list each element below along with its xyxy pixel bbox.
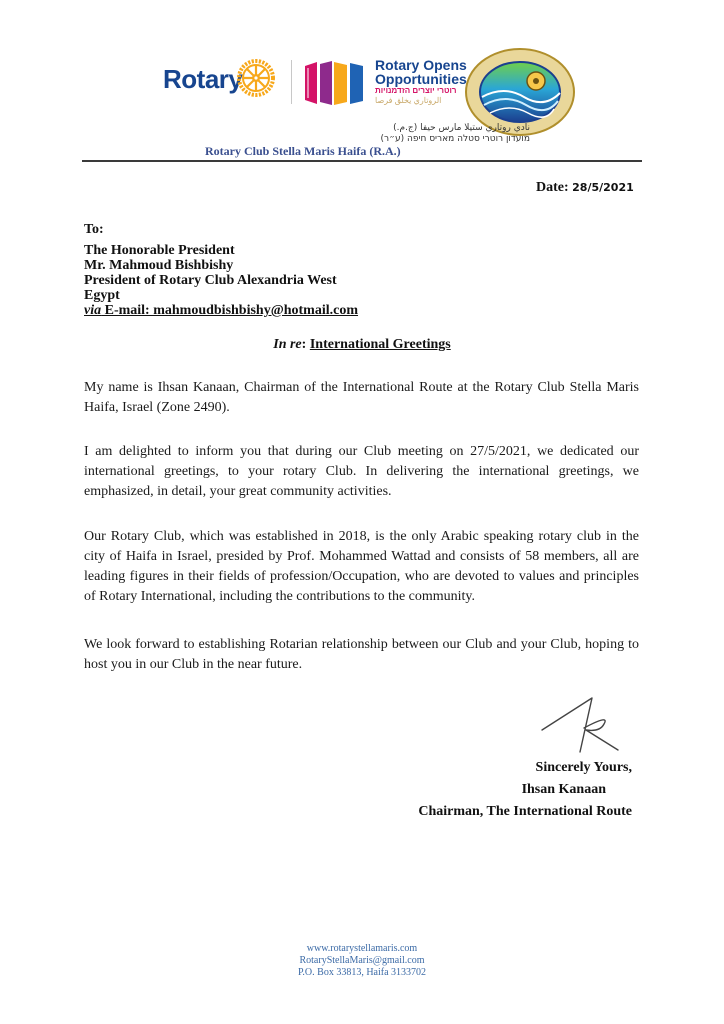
footer-email[interactable]: RotaryStellaMaris@gmail.com — [299, 955, 425, 966]
body-paragraph: We look forward to establishing Rotarian relationship between our Club and your Club, hoping to host you in our Club in the near future. — [84, 637, 639, 672]
body-paragraph: My name is Ihsan Kanaan, Chairman of the International Route at the Rotary Club Stella Maris Haifa, Israel (Zone 2490). — [84, 380, 639, 415]
letter-date — [536, 180, 634, 196]
subject-prefix: In re — [273, 337, 302, 352]
signer-name: Ihsan Kanaan — [521, 782, 606, 797]
closing-block — [400, 757, 632, 823]
opens-arabic: الروتاري يخلق فرصا — [375, 96, 442, 105]
rotary-opens-opportunities-logo — [375, 58, 467, 106]
date-label: Date: — [536, 180, 569, 195]
via-prefix: via — [84, 303, 102, 318]
closing-salutation: Sincerely Yours, — [535, 760, 632, 775]
club-name: Rotary Club Stella Maris Haifa (R.A.) — [205, 144, 401, 158]
body-paragraph: I am delighted to inform you that during our Club meeting on 27/5/2021, we dedicated our international greetings, to your rotary Club. In delivering the international greetings, we emphasized, in detail, your great community activities. — [84, 444, 639, 499]
addressee-block — [84, 243, 358, 318]
signature-icon — [540, 694, 620, 756]
addressee-line: Egypt — [84, 288, 120, 303]
addressee-email[interactable] — [84, 303, 358, 318]
body-paragraph: Our Rotary Club, which was established in 2018, is the only Arabic speaking rotary club in the city of Haifa in Israel, presided by Prof. Mohammed Wattad and consists of 58 members, all are leading figures in their fields of profession/Occupation, who are devoted to values and principles of Rotary International, including the contributions to the community. — [84, 529, 639, 604]
addressee-line: President of Rotary Club Alexandria West — [84, 273, 337, 288]
addressee-line: The Honorable President — [84, 243, 235, 258]
to-label: To: — [84, 222, 104, 237]
signer-title: Chairman, The International Route — [418, 804, 632, 819]
arabic-club-name: نادي روتاري ستيلا مارس حيفا (ج.م.) — [393, 123, 530, 133]
header-divider — [82, 160, 642, 162]
footer-website[interactable]: www.rotarystellamaris.com — [306, 943, 418, 954]
logo-divider — [291, 60, 292, 104]
date-value: 28/5/2021 — [572, 181, 634, 194]
addressee-line: Mr. Mahmoud Bishbishy — [84, 258, 234, 273]
rotary-logo-text: Rotary — [163, 64, 243, 94]
subject-line: In re: International Greetings — [273, 337, 451, 352]
subject-title: International Greetings — [309, 337, 451, 352]
opens-opportunities-doors-icon — [303, 60, 365, 106]
opens-hebrew: רוטרי יוצרים הזדמנויות — [375, 86, 457, 95]
hebrew-club-name: מועדון רוטרי סטלה מאריס חיפה (ע״ר) — [380, 134, 530, 144]
footer-address: P.O. Box 33813, Haifa 3133702 — [297, 967, 427, 978]
opens-line-1: Rotary Opens — [375, 57, 467, 73]
email-text: E-mail: mahmoudbishbishy@hotmail.com — [101, 303, 359, 318]
footer — [0, 943, 724, 979]
club-name-rtl — [320, 123, 530, 145]
rotary-wheel-icon — [236, 58, 276, 98]
opens-line-2: Opportunities — [375, 71, 467, 87]
